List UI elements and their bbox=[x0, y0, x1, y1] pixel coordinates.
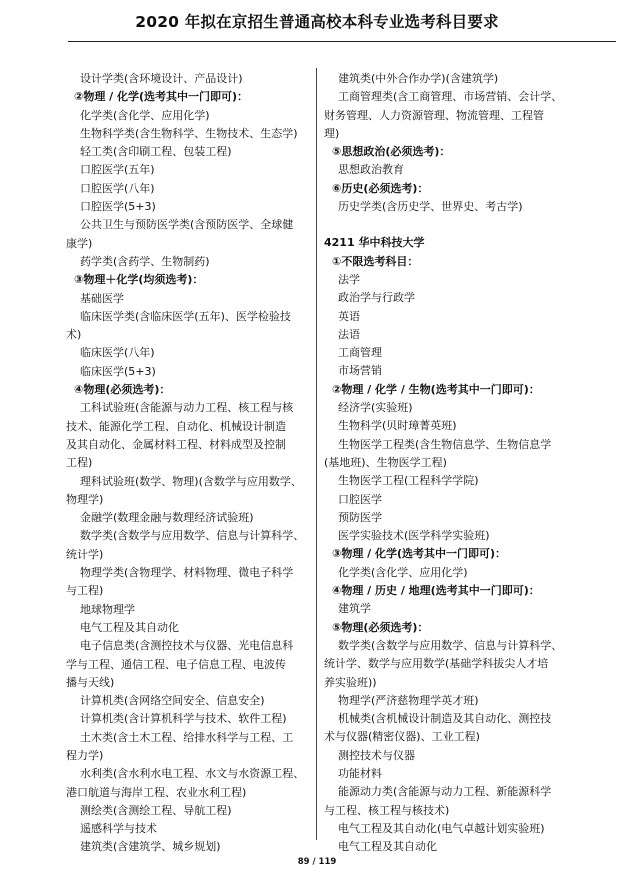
major-item-continuation: 与工程、核工程与核技术) bbox=[324, 803, 450, 817]
major-item: 测绘类(含测绘工程、导航工程) bbox=[80, 803, 232, 817]
major-item: 地球物理学 bbox=[80, 602, 135, 616]
requirement-heading: ②物理 / 化学 / 生物(选考其中一门即可)： bbox=[332, 382, 540, 396]
page-title: 2020 年拟在京招生普通高校本科专业选考科目要求 bbox=[135, 13, 499, 31]
major-item: 计算机类(含计算机科学与技术、软件工程) bbox=[80, 712, 287, 726]
major-item: 政治学与行政学 bbox=[338, 291, 415, 305]
major-item: 功能材料 bbox=[338, 766, 382, 780]
major-item: 生物医学工程(工程科学学院) bbox=[338, 474, 479, 488]
major-item: 测控技术与仪器 bbox=[338, 748, 415, 762]
column-divider bbox=[316, 68, 317, 840]
requirement-heading: ②物理 / 化学(选考其中一门即可)： bbox=[74, 90, 249, 104]
requirement-heading: ③物理＋化学(均须选考)： bbox=[74, 273, 204, 287]
major-item-continuation: (基地班)、生物医学工程) bbox=[324, 455, 447, 469]
major-item: 物理学(严济慈物理学英才班) bbox=[338, 693, 479, 707]
requirement-heading: ④物理(必须选考)： bbox=[74, 383, 171, 397]
major-item: 公共卫生与预防医学类(含预防医学、全球健 bbox=[80, 218, 294, 232]
major-item-continuation: 港口航道与海岸工程、农业水利工程) bbox=[66, 785, 247, 799]
major-item: 理科试验班(数学、物理)(含数学与应用数学、 bbox=[80, 474, 302, 488]
requirement-heading: ③物理 / 化学(选考其中一门即可)： bbox=[332, 547, 507, 561]
major-item: 电气工程及其自动化 bbox=[80, 620, 179, 634]
university-heading: 4211 华中科技大学 bbox=[324, 236, 425, 250]
major-item-continuation: 与工程) bbox=[66, 584, 104, 598]
major-item: 工科试验班(含能源与动力工程、核工程与核 bbox=[80, 401, 294, 415]
major-item: 市场营销 bbox=[338, 364, 382, 378]
major-item: 遥感科学与技术 bbox=[80, 822, 157, 836]
major-item: 思想政治教育 bbox=[338, 163, 404, 177]
major-item: 历史学类(含历史学、世界史、考古学) bbox=[338, 200, 523, 214]
requirement-heading: ⑤物理(必须选考)： bbox=[332, 620, 429, 634]
major-item: 临床医学类(含临床医学(五年)、医学检验技 bbox=[80, 309, 291, 323]
requirement-heading: ⑤思想政治(必须选考)： bbox=[332, 145, 451, 159]
section-gap bbox=[324, 216, 560, 234]
major-item-continuation: 统计学、数学与应用数学(基础学科拔尖人才培 bbox=[324, 657, 549, 671]
major-item: 工商管理类(含工商管理、市场营销、会计学、 bbox=[338, 90, 563, 104]
major-item: 医学实验技术(医学科学实验班) bbox=[338, 529, 490, 543]
requirement-heading: ⑥历史(必须选考)： bbox=[332, 181, 429, 195]
right-column bbox=[324, 70, 563, 856]
major-item-continuation: 技术、能源化学工程、自动化、机械设计制造 bbox=[66, 419, 286, 433]
major-item: 预防医学 bbox=[338, 510, 382, 524]
major-item: 轻工类(含印刷工程、包装工程) bbox=[80, 145, 232, 159]
major-item: 英语 bbox=[338, 309, 360, 323]
major-item: 建筑类(含建筑学、城乡规划) bbox=[80, 840, 221, 854]
major-item-continuation: 程力学) bbox=[66, 748, 104, 762]
major-item: 电气工程及其自动化(电气卓越计划实验班) bbox=[338, 821, 545, 835]
major-item: 机械类(含机械设计制造及其自动化、测控技 bbox=[338, 712, 552, 726]
major-item: 土木类(含土木工程、给排水科学与工程、工 bbox=[80, 730, 294, 744]
major-item: 水利类(含水利水电工程、水文与水资源工程、 bbox=[80, 767, 305, 781]
major-item: 生物医学工程类(含生物信息学、生物信息学 bbox=[338, 437, 552, 451]
major-item: 口腔医学(八年) bbox=[80, 181, 155, 195]
major-item-continuation: 统计学) bbox=[66, 547, 104, 561]
major-item: 能源动力类(含能源与动力工程、新能源科学 bbox=[338, 785, 552, 799]
page-number: 89 / 119 bbox=[297, 857, 337, 867]
major-item: 化学类(含化学、应用化学) bbox=[80, 108, 210, 122]
major-item: 电子信息类(含测控技术与仪器、光电信息科 bbox=[80, 639, 294, 653]
major-item-continuation: 术与仪器(精密仪器)、工业工程) bbox=[324, 730, 480, 744]
major-item: 药学类(含药学、生物制药) bbox=[80, 254, 210, 268]
major-item: 数学类(含数学与应用数学、信息与计算科学、 bbox=[338, 638, 563, 652]
title-rule bbox=[68, 41, 616, 42]
major-item: 临床医学(八年) bbox=[80, 346, 155, 360]
major-item: 工商管理 bbox=[338, 346, 382, 360]
left-column bbox=[66, 70, 309, 857]
major-item-continuation: 财务管理、人力资源管理、物流管理、工程管 bbox=[324, 108, 544, 122]
major-item: 计算机类(含网络空间安全、信息安全) bbox=[80, 694, 265, 708]
major-item-continuation: 学与工程、通信工程、电子信息工程、电波传 bbox=[66, 657, 286, 671]
major-item: 口腔医学 bbox=[338, 492, 382, 506]
major-item-continuation: 工程) bbox=[66, 456, 93, 470]
major-item: 物理学类(含物理学、材料物理、微电子科学 bbox=[80, 566, 294, 580]
major-item: 数学类(含数学与应用数学、信息与计算科学、 bbox=[80, 529, 305, 543]
major-item-continuation: 播与天线) bbox=[66, 675, 115, 689]
major-item: 口腔医学(五年) bbox=[80, 163, 155, 177]
requirement-heading: ①不限选考科目： bbox=[332, 254, 419, 268]
major-item: 生物科学(贝时璋菁英班) bbox=[338, 419, 457, 433]
major-item: 设计学类(含环境设计、产品设计) bbox=[80, 72, 243, 85]
major-item-continuation: 术) bbox=[66, 328, 82, 342]
major-item-continuation: 物理学) bbox=[66, 492, 104, 506]
major-item: 法语 bbox=[338, 327, 360, 341]
major-item: 电气工程及其自动化 bbox=[338, 840, 437, 854]
major-item-continuation: 及其自动化、金属材料工程、材料成型及控制 bbox=[66, 437, 286, 451]
major-item: 法学 bbox=[338, 272, 360, 286]
major-item: 化学类(含化学、应用化学) bbox=[338, 565, 468, 579]
major-item: 基础医学 bbox=[80, 291, 124, 305]
major-item: 临床医学(5+3) bbox=[80, 364, 156, 378]
major-item: 生物科学类(含生物科学、生物技术、生态学) bbox=[80, 126, 298, 140]
major-item: 建筑类(中外合作办学)(含建筑学) bbox=[338, 72, 499, 85]
major-item: 经济学(实验班) bbox=[338, 401, 413, 415]
major-item-continuation: 康学) bbox=[66, 236, 93, 250]
major-item: 建筑学 bbox=[338, 602, 371, 616]
major-item-continuation: 养实验班)) bbox=[324, 675, 377, 689]
major-item-continuation: 理) bbox=[324, 126, 340, 140]
major-item: 金融学(数理金融与数理经济试验班) bbox=[80, 511, 254, 525]
requirement-heading: ④物理 / 历史 / 地理(选考其中一门即可)： bbox=[332, 584, 540, 598]
major-item: 口腔医学(5+3) bbox=[80, 200, 156, 214]
